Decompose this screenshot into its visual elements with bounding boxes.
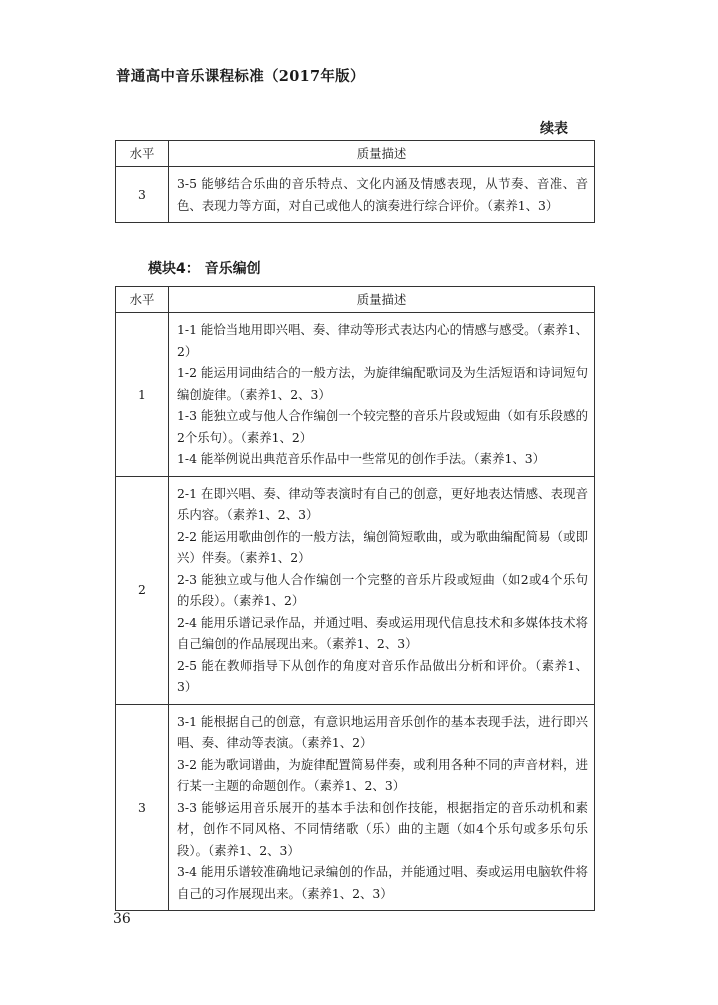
table-row (116, 313, 595, 477)
column-header-description: 质量描述 (169, 141, 595, 167)
module-title: 模块4： 音乐编创 (148, 261, 261, 277)
table-row (116, 167, 595, 223)
table-row (116, 704, 595, 911)
quality-item: 3-2 能为歌词谱曲，为旋律配置简易伴奏，或利用各种不同的声音材料，进行某一主题的命题创作。（素养1、2、3） (177, 756, 588, 793)
column-header-level: 水平 (116, 141, 169, 167)
quality-item: 2-1 在即兴唱、奏、律动等表演时有自己的创意，更好地表达情感、表现音乐内容。（素养1、2、3） (177, 485, 588, 522)
quality-item: 1-2 能运用词曲结合的一般方法，为旋律编配歌词及为生活短语和诗词短句编创旋律。（素养1、2、3） (177, 365, 588, 402)
quality-item: 3-3 能够运用音乐展开的基本手法和创作技能，根据指定的音乐动机和素材，创作不同风格、不同情绪歌（乐）曲的主题（如4个乐句或多乐句乐段）。（素养1、2、3） (177, 799, 588, 858)
quality-item: 2-4 能用乐谱记录作品，并通过唱、奏或运用现代信息技术和多媒体技术将自己编创的作品展现出来。（素养1、2、3） (177, 614, 588, 651)
quality-item: 2-2 能运用歌曲创作的一般方法，编创简短歌曲，或为歌曲编配简易（或即兴）伴奏。（素养1、2） (177, 528, 588, 565)
quality-item: 1-3 能独立或与他人合作编创一个较完整的音乐片段或短曲（如有乐段感的2个乐句）。（素养1、2） (177, 408, 588, 445)
level-cell: 1 (116, 313, 169, 477)
quality-item: 3-5 能够结合乐曲的音乐特点、文化内涵及情感表现，从节奏、音准、音色、表现力等方面，对自己或他人的演奏进行综合评价。（素养1、3） (177, 176, 588, 213)
quality-item: 2-3 能独立或与他人合作编创一个完整的音乐片段或短曲（如2或4个乐句的乐段）。（素养1、2） (177, 571, 588, 608)
level-cell: 3 (116, 704, 169, 911)
table-header-row (116, 287, 595, 313)
column-header-level: 水平 (116, 287, 169, 313)
quality-item: 2-5 能在教师指导下从创作的角度对音乐作品做出分析和评价。（素养1、3） (177, 657, 588, 694)
table-header-row (116, 141, 595, 167)
module4-quality-table (115, 286, 595, 911)
continued-quality-table (115, 140, 595, 223)
column-header-description: 质量描述 (169, 287, 595, 313)
description-cell (169, 167, 595, 223)
quality-item: 1-1 能恰当地用即兴唱、奏、律动等形式表达内心的情感与感受。（素养1、2） (177, 322, 588, 359)
quality-item: 3-1 能根据自己的创意，有意识地运用音乐创作的基本表现手法，进行即兴唱、奏、律动等表演。（素养1、2） (177, 713, 588, 750)
page-number: 36 (113, 911, 131, 927)
description-cell (169, 313, 595, 477)
description-cell (169, 704, 595, 911)
level-cell: 3 (116, 167, 169, 223)
quality-item: 1-4 能举例说出典范音乐作品中一些常见的创作手法。（素养1、3） (177, 451, 546, 466)
page-header-title: 普通高中音乐课程标准（2017年版） (116, 68, 365, 85)
continued-label: 续表 (540, 121, 568, 137)
quality-item: 3-4 能用乐谱较准确地记录编创的作品，并能通过唱、奏或运用电脑软件将自己的习作展现出来。（素养1、2、3） (177, 864, 588, 901)
table-row (116, 476, 595, 704)
level-cell: 2 (116, 476, 169, 704)
description-cell (169, 476, 595, 704)
